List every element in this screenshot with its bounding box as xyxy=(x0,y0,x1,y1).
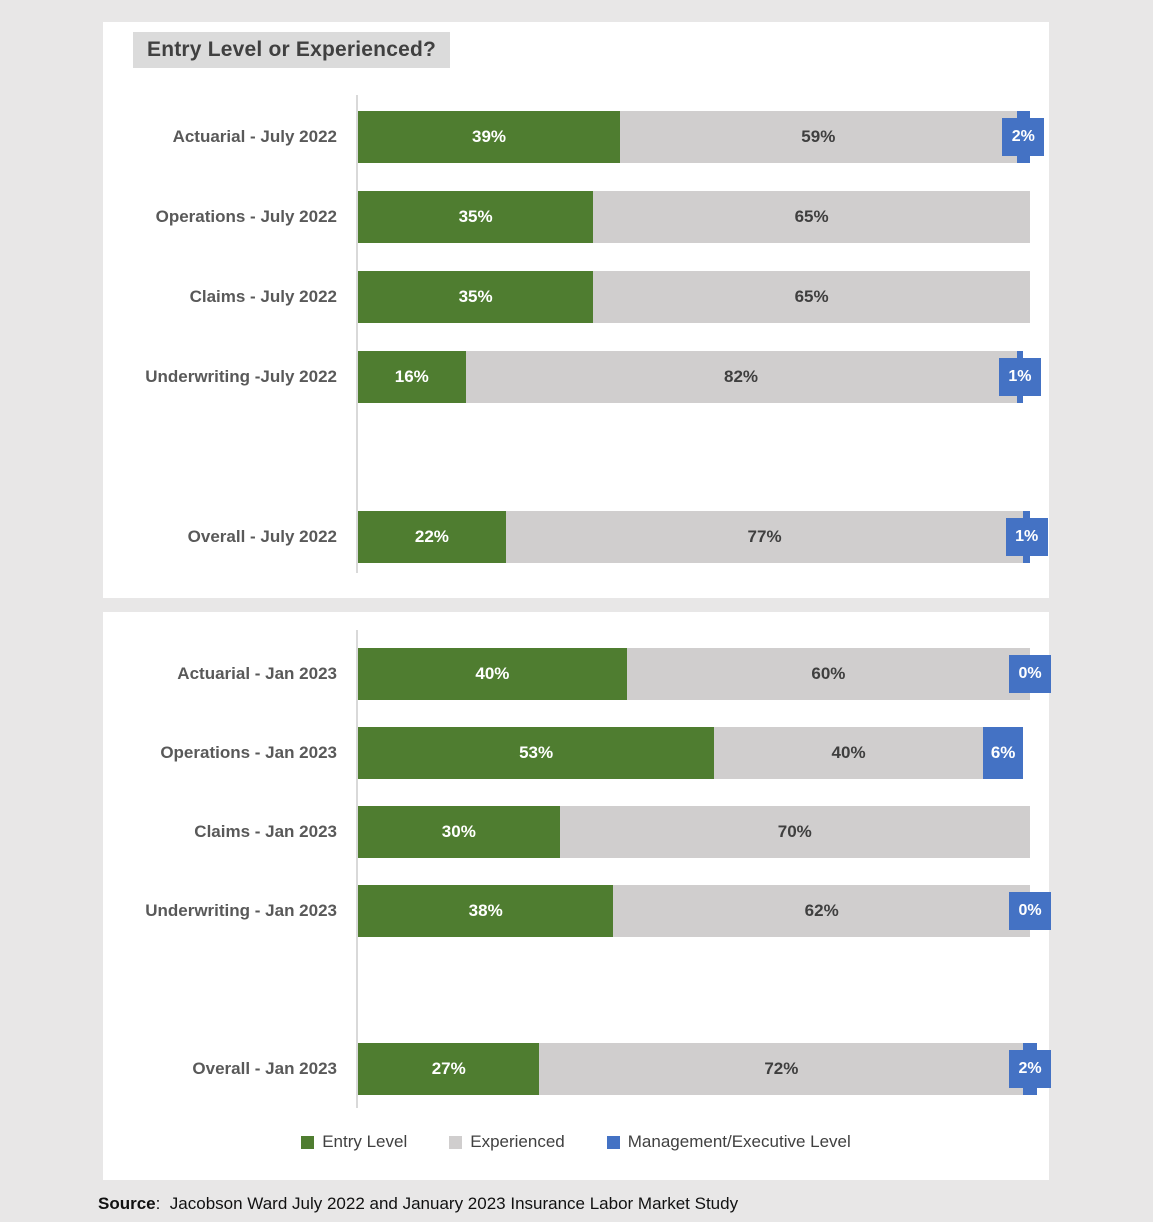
bar-row xyxy=(155,191,1038,243)
legend-swatch-icon xyxy=(449,1136,462,1149)
management-data-label: 0% xyxy=(1009,655,1051,693)
bar-row xyxy=(172,111,1038,163)
entry-level-segment: 27% xyxy=(358,1043,539,1095)
entry-level-segment: 53% xyxy=(358,727,714,779)
experienced-segment: 65% xyxy=(593,271,1030,323)
bar-row xyxy=(160,727,1038,779)
legend xyxy=(103,1132,1049,1152)
chart-title: Entry Level or Experienced? xyxy=(133,32,450,68)
experienced-segment: 40% xyxy=(714,727,983,779)
bar-row xyxy=(177,648,1042,700)
bar-row xyxy=(192,1043,1042,1095)
experienced-segment: 65% xyxy=(593,191,1030,243)
chart-panel-jan-2023 xyxy=(103,612,1049,1180)
bar-row xyxy=(145,351,1038,403)
management-data-label: 2% xyxy=(1002,118,1044,156)
bar-row xyxy=(187,511,1039,563)
chart-july-2022 xyxy=(145,95,1039,573)
source-label: Source xyxy=(98,1194,156,1213)
category-label: Actuarial - July 2022 xyxy=(172,127,337,146)
legend-item xyxy=(449,1132,565,1152)
legend-label: Management/Executive Level xyxy=(627,1132,851,1151)
category-label: Overall - Jan 2023 xyxy=(192,1059,337,1078)
bar-row xyxy=(145,885,1042,937)
source-note xyxy=(98,1194,738,1214)
legend-label: Entry Level xyxy=(322,1132,408,1151)
entry-level-segment: 40% xyxy=(358,648,627,700)
chart-panel-july-2022 xyxy=(103,22,1049,598)
management-data-label: 2% xyxy=(1009,1050,1051,1088)
entry-level-segment: 16% xyxy=(358,351,466,403)
source-text: : Jacobson Ward July 2022 and January 2023 Insurance Labor Market Study xyxy=(155,1194,739,1213)
category-label: Operations - July 2022 xyxy=(155,207,337,226)
chart-jan-2023 xyxy=(145,630,1042,1108)
entry-level-segment: 22% xyxy=(358,511,506,563)
category-label: Underwriting -July 2022 xyxy=(145,367,337,386)
entry-level-segment: 35% xyxy=(358,271,593,323)
entry-level-segment: 39% xyxy=(358,111,620,163)
category-label: Underwriting - Jan 2023 xyxy=(145,901,337,920)
category-label: Actuarial - Jan 2023 xyxy=(177,664,337,683)
entry-level-segment: 30% xyxy=(358,806,560,858)
experienced-segment: 77% xyxy=(506,511,1023,563)
management-segment: 6% xyxy=(983,727,1023,779)
management-data-label: 1% xyxy=(999,358,1041,396)
experienced-segment: 62% xyxy=(613,885,1030,937)
experienced-segment: 72% xyxy=(539,1043,1023,1095)
category-label: Claims - July 2022 xyxy=(189,287,337,306)
legend-item xyxy=(607,1132,851,1152)
bar-row xyxy=(194,806,1038,858)
category-label: Operations - Jan 2023 xyxy=(160,743,337,762)
category-label: Claims - Jan 2023 xyxy=(194,822,337,841)
experienced-segment: 59% xyxy=(620,111,1016,163)
management-data-label: 0% xyxy=(1009,892,1051,930)
management-data-label: 1% xyxy=(1006,518,1048,556)
legend-label: Experienced xyxy=(470,1132,565,1151)
entry-level-segment: 35% xyxy=(358,191,593,243)
bar-row xyxy=(189,271,1038,323)
legend-swatch-icon xyxy=(607,1136,620,1149)
experienced-segment: 60% xyxy=(627,648,1030,700)
legend-item xyxy=(301,1132,407,1152)
experienced-segment: 70% xyxy=(560,806,1030,858)
category-label: Overall - July 2022 xyxy=(187,527,337,546)
legend-swatch-icon xyxy=(301,1136,314,1149)
entry-level-segment: 38% xyxy=(358,885,613,937)
experienced-segment: 82% xyxy=(466,351,1017,403)
